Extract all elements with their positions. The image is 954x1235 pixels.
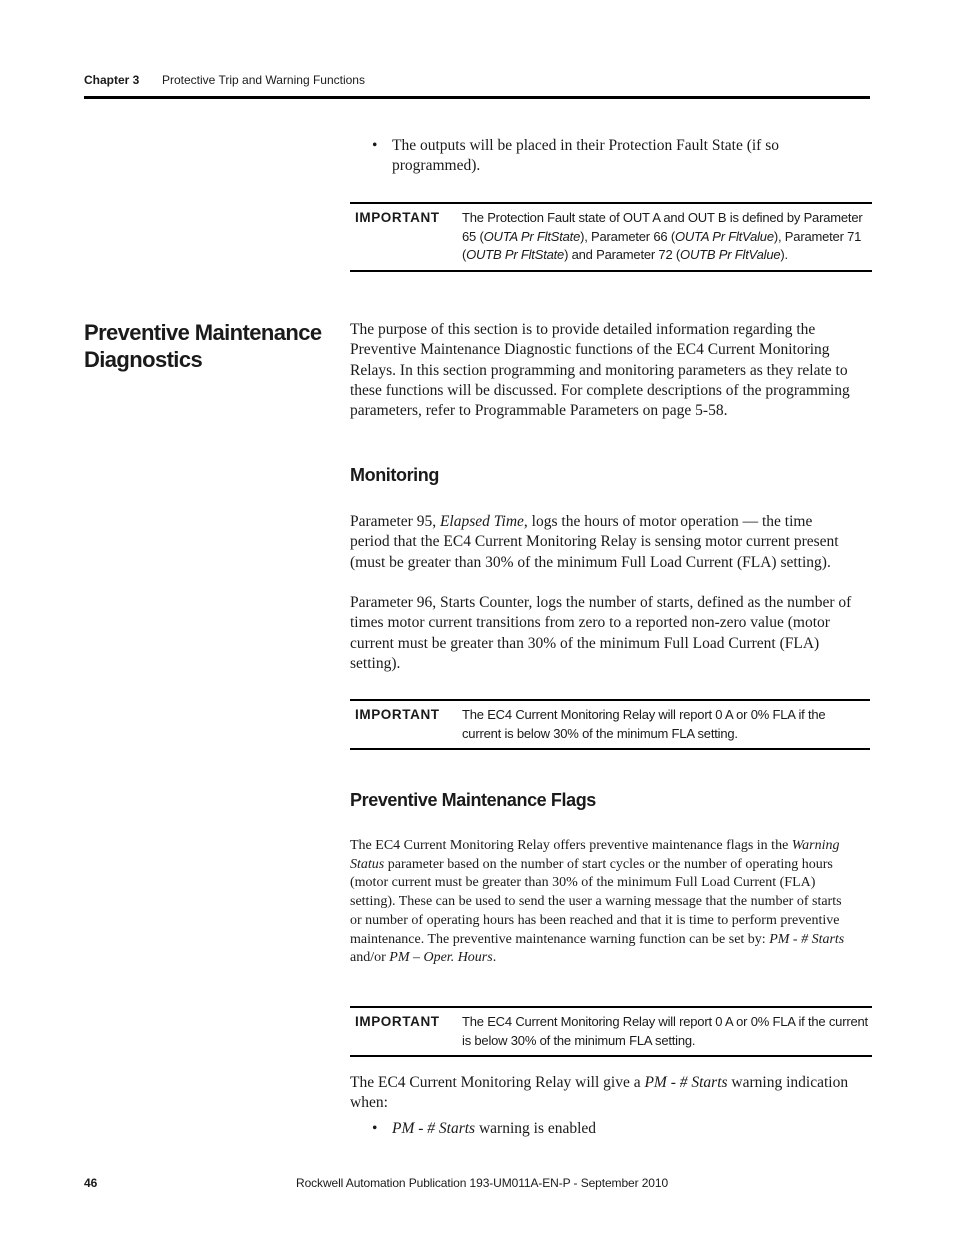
closing-paragraph: The EC4 Current Monitoring Relay will give a PM - # Starts warning indication when: bbox=[350, 1074, 849, 1112]
important-text: The EC4 Current Monitoring Relay will report 0 A or 0% FLA if the current is below 30% of the minimum FLA setting. bbox=[462, 1014, 868, 1048]
monitoring-paragraph-1: Parameter 95, Elapsed Time, logs the hours of motor operation — the time period that the EC4 Current Monitoring Relay is sensing motor current present (must be greater than 30% of the minimum Full Load Current (FLA) setting). bbox=[350, 513, 839, 571]
pm-flags-paragraph: The EC4 Current Monitoring Relay offers preventive maintenance flags in the Warning Status parameter based on the number of start cycles or the number of operating hours (motor current must be greater than 30% of the minimum Full Load Current (FLA) setting). These can be used to send the user a warning message that the number of starts or number of operating hours has been reached and that it is time to perform preventive maintenance. The preventive maintenance warning function can be set by: PM - # Starts and/or PM – Oper. Hours. bbox=[350, 838, 845, 966]
important-label: IMPORTANT bbox=[355, 707, 440, 722]
important-label: IMPORTANT bbox=[355, 1014, 440, 1029]
chapter-label: Chapter 3 bbox=[84, 73, 140, 87]
important-line: The Protection Fault state of OUT A and OUT B is defined by Parameter bbox=[462, 210, 863, 225]
important-note-fla-1 bbox=[350, 699, 870, 750]
intro-bullet-line: The outputs will be placed in their Protection Fault State (if so bbox=[392, 137, 779, 154]
important-line: 65 (OUTA Pr FltState), Parameter 66 (OUTA Pr FltValue), Parameter 71 bbox=[462, 228, 862, 244]
closing-bullet-text: PM - # Starts warning is enabled bbox=[392, 1120, 597, 1137]
bullet-mark: • bbox=[372, 1120, 378, 1137]
important-text: The EC4 Current Monitoring Relay will report 0 A or 0% FLA if the current is below 30% of the minimum FLA setting. bbox=[462, 707, 826, 741]
section-intro-paragraph: The purpose of this section is to provide detailed information regarding the Preventive Maintenance Diagnostic functions of the EC4 Current Monitoring Relays. In this section programming and monitoring parameters as they relate to these functions will be discussed. For complete descriptions of the programming parameters, refer to Programmable Parameters on page 5-58. bbox=[350, 321, 850, 420]
page-number: 46 bbox=[84, 1176, 98, 1190]
bullet-mark: • bbox=[372, 137, 378, 154]
important-note-fla-2 bbox=[350, 1006, 872, 1057]
publication-info: Rockwell Automation Publication 193-UM011A-EN-P - September 2010 bbox=[296, 1176, 669, 1190]
chapter-title: Protective Trip and Warning Functions bbox=[162, 73, 365, 87]
important-label: IMPORTANT bbox=[355, 210, 440, 225]
important-line: (OUTB Pr FltState) and Parameter 72 (OUTB Pr FltValue). bbox=[462, 247, 788, 263]
monitoring-heading: Monitoring bbox=[350, 465, 439, 485]
section-heading: Preventive Maintenance Diagnostics bbox=[84, 320, 322, 372]
monitoring-paragraph-2: Parameter 96, Starts Counter, logs the number of starts, defined as the number of times motor current transitions from zero to a reported non-zero value (motor current must be greater than 30% of the minimum Full Load Current (FLA) setting). bbox=[350, 594, 852, 672]
important-text bbox=[462, 209, 870, 265]
important-note-fault-state bbox=[350, 202, 872, 272]
header-rule bbox=[84, 96, 870, 99]
pm-flags-heading: Preventive Maintenance Flags bbox=[350, 790, 596, 810]
intro-bullet-text bbox=[392, 136, 870, 177]
intro-bullet-line: programmed). bbox=[392, 157, 481, 175]
